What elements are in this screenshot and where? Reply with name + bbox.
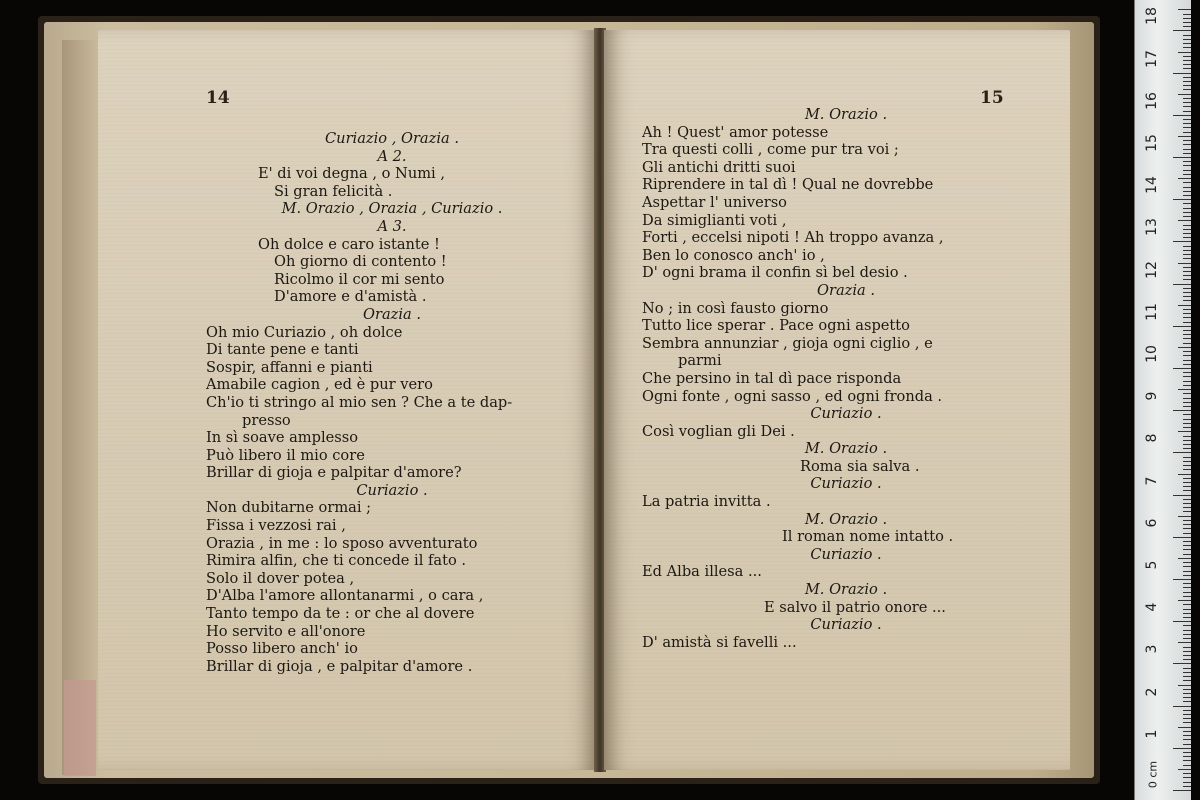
verse-line: Sospir, affanni e pianti <box>206 358 373 376</box>
ruler-tick <box>1183 659 1191 660</box>
ruler-tick <box>1183 744 1191 745</box>
ruler-tick <box>1173 495 1191 496</box>
ruler-tick <box>1173 706 1191 707</box>
ruler-tick <box>1173 410 1191 411</box>
ruler-number: 14 <box>1144 176 1160 195</box>
page-number-right: 15 <box>980 88 1004 108</box>
ruler-tick <box>1183 85 1191 86</box>
ruler-tick <box>1183 149 1191 150</box>
speaker-name: Orazia . <box>363 305 421 323</box>
verse-line: Oh mio Curiazio , oh dolce <box>206 323 403 341</box>
ruler-tick <box>1183 56 1191 57</box>
ruler-tick <box>1183 77 1191 78</box>
verse-line: Aspettar l' universo <box>642 193 787 211</box>
verse-line: Fissa i vezzosi rai , <box>206 517 346 535</box>
ruler-number: 10 <box>1144 345 1160 363</box>
ruler-tick <box>1173 621 1191 622</box>
ruler-tick <box>1183 343 1191 344</box>
ruler-tick <box>1183 739 1191 740</box>
ruler-tick <box>1178 769 1191 770</box>
ruler-tick <box>1183 170 1191 171</box>
ruler-tick <box>1183 676 1191 677</box>
speaker-name: Curiazio . <box>810 616 882 634</box>
ruler-tick <box>1173 537 1191 538</box>
verse-line: E salvo il patrio onore ... <box>764 598 946 616</box>
ruler-tick <box>1173 579 1191 580</box>
ruler-tick <box>1173 115 1191 116</box>
verse-line: presso <box>242 411 291 429</box>
ruler-tick <box>1183 127 1191 128</box>
ruler-tick <box>1183 604 1191 605</box>
ruler-number: 9 <box>1144 391 1160 401</box>
ruler-tick <box>1183 161 1191 162</box>
ruler-tick <box>1183 760 1191 761</box>
ruler-number: 17 <box>1144 49 1160 68</box>
verse-line: Brillar di gioja , e palpitar d'amore . <box>206 657 473 675</box>
left-page-text <box>206 130 578 675</box>
ruler-tick <box>1183 478 1191 479</box>
ruler-tick <box>1183 351 1191 352</box>
ruler-tick <box>1183 64 1191 65</box>
left-page <box>98 30 596 770</box>
ruler-tick <box>1183 613 1191 614</box>
speaker-name: Orazia . <box>817 281 875 299</box>
ruler-tick <box>1183 486 1191 487</box>
ruler-tick <box>1183 672 1191 673</box>
speaker-name: M. Orazio . <box>804 581 888 599</box>
verse-line: Di tante pene e tanti <box>206 341 359 359</box>
ruler-number: 11 <box>1144 302 1160 321</box>
right-page-text <box>642 106 1050 651</box>
verse-line: D' amistà si favelli ... <box>642 633 797 651</box>
ruler-tick <box>1183 334 1191 335</box>
ruler-tick <box>1178 642 1191 643</box>
ruler-tick <box>1183 381 1191 382</box>
ruler-number: 7 <box>1144 476 1160 486</box>
ruler-tick <box>1183 625 1191 626</box>
ruler-tick <box>1183 697 1191 698</box>
ruler-tick <box>1178 52 1191 53</box>
ruler-tick <box>1183 634 1191 635</box>
ruler-tick <box>1178 263 1191 264</box>
ruler-tick <box>1183 364 1191 365</box>
ruler-tick <box>1173 284 1191 285</box>
ruler-tick <box>1183 385 1191 386</box>
ruler-tick <box>1183 444 1191 445</box>
ruler-tick <box>1183 638 1191 639</box>
ruler-tick <box>1183 583 1191 584</box>
verse-line: Ben lo conosco anch' io , <box>642 246 825 264</box>
ruler-tick <box>1183 587 1191 588</box>
ruler-tick <box>1173 790 1191 791</box>
ruler-tick <box>1178 178 1191 179</box>
ruler-tick <box>1183 246 1191 247</box>
ruler-tick <box>1183 575 1191 576</box>
ruler-tick <box>1183 571 1191 572</box>
page-number-left: 14 <box>206 88 230 108</box>
ruler-tick <box>1183 237 1191 238</box>
ruler-tick <box>1183 355 1191 356</box>
verse-line: D'Alba l'amore allontanarmi , o cara , <box>206 587 484 605</box>
ruler-tick <box>1183 735 1191 736</box>
ruler-tick <box>1183 528 1191 529</box>
ruler-tick <box>1178 727 1191 728</box>
ruler-tick <box>1183 541 1191 542</box>
verse-line: Tra questi colli , come pur tra voi ; <box>642 141 899 159</box>
ruler-tick <box>1173 199 1191 200</box>
verse-line: La patria invitta . <box>642 493 771 511</box>
ruler-tick <box>1183 43 1191 44</box>
ruler-tick <box>1173 30 1191 31</box>
verse-line: Riprendere in tal dì ! Qual ne dovrebbe <box>642 176 934 194</box>
ruler-tick <box>1173 663 1191 664</box>
verse-line: Può libero il mio core <box>206 446 365 464</box>
ruler-tick <box>1183 254 1191 255</box>
ruler-tick <box>1173 73 1191 74</box>
verse-line: Solo il dover potea , <box>206 569 355 587</box>
ruler-tick <box>1183 300 1191 301</box>
ruler-tick <box>1183 756 1191 757</box>
ruler-tick <box>1183 617 1191 618</box>
ruler-tick <box>1183 655 1191 656</box>
ruler-tick <box>1183 440 1191 441</box>
verse-line: Oh giorno di contento ! <box>274 253 447 271</box>
ruler-tick <box>1183 731 1191 732</box>
ruler-tick <box>1183 296 1191 297</box>
ruler-tick <box>1183 722 1191 723</box>
ruler-tick <box>1178 305 1191 306</box>
ruler-tick <box>1183 765 1191 766</box>
ruler-tick <box>1183 212 1191 213</box>
ruler-tick <box>1183 680 1191 681</box>
ruler-tick <box>1173 326 1191 327</box>
ruler-tick <box>1183 554 1191 555</box>
ruler-tick <box>1183 271 1191 272</box>
ruler-tick <box>1183 566 1191 567</box>
ruler-tick <box>1183 376 1191 377</box>
ruler-tick <box>1178 389 1191 390</box>
ruler-tick <box>1183 68 1191 69</box>
binding-remnant <box>64 680 96 776</box>
ruler-tick <box>1183 693 1191 694</box>
ruler-tick <box>1183 372 1191 373</box>
ruler-tick <box>1178 220 1191 221</box>
speaker-name: M. Orazio . <box>804 510 888 528</box>
ruler-number: 5 <box>1144 560 1160 570</box>
ruler-tick <box>1183 123 1191 124</box>
ruler-tick <box>1183 562 1191 563</box>
ruler-tick <box>1178 558 1191 559</box>
ruler-tick <box>1183 279 1191 280</box>
ruler-tick <box>1183 718 1191 719</box>
verse-line: Gli antichi dritti suoi <box>642 158 796 176</box>
ruler-tick <box>1183 469 1191 470</box>
ruler-tick <box>1183 216 1191 217</box>
ruler-tick <box>1183 288 1191 289</box>
right-page <box>604 30 1070 770</box>
verse-line: D' ogni brama il confin sì bel desio . <box>642 264 908 282</box>
ruler-tick <box>1183 292 1191 293</box>
speaker-name: Curiazio . <box>810 545 882 563</box>
ruler-tick <box>1183 22 1191 23</box>
ruler-tick <box>1173 368 1191 369</box>
ruler-tick <box>1183 714 1191 715</box>
ruler-tick <box>1178 474 1191 475</box>
ruler-tick <box>1183 39 1191 40</box>
verse-line: Amabile cagion , ed è pur vero <box>206 376 433 394</box>
ruler-tick <box>1178 516 1191 517</box>
ruler-tick <box>1183 457 1191 458</box>
verse-line: Oh dolce e caro istante ! <box>258 235 440 253</box>
torn-page-strip <box>62 40 98 775</box>
ruler-number: 12 <box>1144 260 1160 279</box>
ruler-number: 13 <box>1144 218 1160 237</box>
ruler-tick <box>1183 111 1191 112</box>
verse-line: Posso libero anch' io <box>206 640 358 658</box>
ruler-tick <box>1178 600 1191 601</box>
speaker-name: M. Orazio , Orazia , Curiazio . <box>281 200 503 218</box>
ruler-tick <box>1183 414 1191 415</box>
ruler-tick <box>1183 520 1191 521</box>
ruler-tick <box>1178 431 1191 432</box>
ruler-tick <box>1183 360 1191 361</box>
ruler-number: 2 <box>1144 687 1160 697</box>
ruler-tick <box>1183 267 1191 268</box>
ruler-tick <box>1183 427 1191 428</box>
ruler-tick <box>1178 136 1191 137</box>
ruler-tick <box>1183 191 1191 192</box>
verse-line: E' di voi degna , o Numi , <box>258 165 446 183</box>
ruler-tick <box>1183 229 1191 230</box>
ruler-tick <box>1178 685 1191 686</box>
verse-line: Tanto tempo da te : or che al dovere <box>206 605 475 623</box>
ruler-tick <box>1183 511 1191 512</box>
ruler-tick <box>1183 258 1191 259</box>
ruler-tick <box>1183 225 1191 226</box>
ruler-tick <box>1183 102 1191 103</box>
ruler-tick <box>1183 668 1191 669</box>
ruler-tick <box>1183 233 1191 234</box>
ruler-tick <box>1183 503 1191 504</box>
ruler-tick <box>1183 786 1191 787</box>
ruler-tick <box>1183 119 1191 120</box>
ruler-tick <box>1183 406 1191 407</box>
ruler-tick <box>1183 592 1191 593</box>
ruler-number: 3 <box>1144 644 1160 654</box>
verse-line: Ogni fonte , ogni sasso , ed ogni fronda . <box>642 387 943 405</box>
speaker-name: A 2. <box>377 147 407 165</box>
ruler-tick <box>1183 313 1191 314</box>
ruler-tick <box>1173 157 1191 158</box>
ruler-tick <box>1183 18 1191 19</box>
ruler-number: 16 <box>1144 91 1160 110</box>
verse-line: Ah ! Quest' amor potesse <box>642 123 829 141</box>
verse-line: Orazia , in me : lo sposo avventurato <box>206 534 478 552</box>
ruler-tick <box>1183 782 1191 783</box>
verse-line: Forti , eccelsi nipoti ! Ah troppo avanza , <box>642 229 944 247</box>
ruler-tick <box>1183 507 1191 508</box>
verse-line: Ed Alba illesa ... <box>642 563 762 581</box>
ruler-tick <box>1183 330 1191 331</box>
ruler-tick <box>1183 60 1191 61</box>
ruler-tick <box>1183 609 1191 610</box>
ruler-tick <box>1173 241 1191 242</box>
ruler-number: 0 cm <box>1146 760 1160 789</box>
verse-line: Rimira alfin, che ti concede il fato . <box>206 552 467 570</box>
ruler-tick <box>1183 174 1191 175</box>
ruler-tick <box>1183 26 1191 27</box>
ruler-tick <box>1183 309 1191 310</box>
ruler-tick <box>1183 490 1191 491</box>
ruler-tick <box>1178 94 1191 95</box>
speaker-name: Curiazio . <box>810 475 882 493</box>
verse-line: No ; in così fausto giorno <box>642 299 829 317</box>
ruler-tick <box>1183 465 1191 466</box>
ruler-tick <box>1183 545 1191 546</box>
ruler-tick <box>1173 748 1191 749</box>
ruler-tick <box>1183 461 1191 462</box>
verse-line: Ch'io ti stringo al mio sen ? Che a te dap- <box>206 393 513 411</box>
ruler-tick <box>1183 182 1191 183</box>
ruler-tick <box>1178 9 1191 10</box>
verse-line: Brillar di gioja e palpitar d'amore? <box>206 464 462 482</box>
verse-line: Così voglian gli Dei . <box>642 422 795 440</box>
verse-line: Il roman nome intatto . <box>782 528 954 546</box>
ruler-tick <box>1183 436 1191 437</box>
ruler-tick <box>1178 347 1191 348</box>
verse-line: In sì soave amplesso <box>206 429 359 447</box>
verse-line: Si gran felicità . <box>274 182 393 200</box>
ruler-tick <box>1183 144 1191 145</box>
verse-line: D'amore e d'amistà . <box>274 288 427 306</box>
verse-line: Da simiglianti voti , <box>642 211 787 229</box>
ruler-tick <box>1183 423 1191 424</box>
verse-line: parmi <box>678 352 722 370</box>
ruler-tick <box>1183 250 1191 251</box>
ruler-tick <box>1183 630 1191 631</box>
ruler-tick <box>1183 35 1191 36</box>
speaker-name: M. Orazio . <box>804 440 888 458</box>
ruler-number: 4 <box>1144 602 1160 612</box>
ruler-tick <box>1183 140 1191 141</box>
verse-line: Ho servito e all'onore <box>206 622 366 640</box>
ruler-tick <box>1183 275 1191 276</box>
verse-line: Roma sia salva . <box>800 457 920 475</box>
ruler-tick <box>1183 393 1191 394</box>
ruler-tick <box>1183 89 1191 90</box>
speaker-name: Curiazio , Orazia . <box>325 130 459 147</box>
ruler-tick <box>1183 752 1191 753</box>
ruler-tick <box>1183 651 1191 652</box>
speaker-name: Curiazio . <box>356 481 428 499</box>
ruler-number: 15 <box>1144 134 1160 152</box>
ruler-tick <box>1183 165 1191 166</box>
ruler-tick <box>1183 187 1191 188</box>
verse-line: Non dubitarne ormai ; <box>206 499 372 517</box>
measuring-ruler <box>1134 0 1191 800</box>
ruler-number: 1 <box>1144 729 1160 739</box>
ruler-tick <box>1183 195 1191 196</box>
ruler-tick <box>1183 448 1191 449</box>
ruler-tick <box>1183 482 1191 483</box>
ruler-tick <box>1183 14 1191 15</box>
verse-line: Sembra annunziar , gioja ogni ciglio , e <box>642 334 933 352</box>
ruler-tick <box>1183 773 1191 774</box>
ruler-tick <box>1183 338 1191 339</box>
ruler-tick <box>1183 710 1191 711</box>
ruler-tick <box>1183 402 1191 403</box>
ruler-tick <box>1183 106 1191 107</box>
verse-line: Che persino in tal dì pace risponda <box>642 369 902 387</box>
ruler-tick <box>1183 203 1191 204</box>
ruler-tick <box>1183 701 1191 702</box>
ruler-tick <box>1183 524 1191 525</box>
ruler-tick <box>1183 208 1191 209</box>
ruler-number: 6 <box>1144 518 1160 528</box>
ruler-tick <box>1183 153 1191 154</box>
ruler-tick <box>1183 317 1191 318</box>
ruler-tick <box>1183 647 1191 648</box>
ruler-tick <box>1183 689 1191 690</box>
speaker-name: M. Orazio . <box>804 106 888 123</box>
ruler-tick <box>1183 47 1191 48</box>
ruler-tick <box>1183 81 1191 82</box>
ruler-tick <box>1183 533 1191 534</box>
ruler-tick <box>1183 499 1191 500</box>
ruler-tick <box>1173 452 1191 453</box>
ruler-tick <box>1183 596 1191 597</box>
verse-line: Ricolmo il cor mi sento <box>274 270 445 288</box>
verse-line: Tutto lice sperar . Pace ogni aspetto <box>642 317 910 335</box>
ruler-tick <box>1183 132 1191 133</box>
ruler-tick <box>1183 549 1191 550</box>
ruler-tick <box>1183 98 1191 99</box>
ruler-tick <box>1183 322 1191 323</box>
ruler-number: 18 <box>1144 7 1160 26</box>
speaker-name: Curiazio . <box>810 405 882 423</box>
ruler-tick <box>1183 398 1191 399</box>
ruler-tick <box>1183 419 1191 420</box>
ruler-tick <box>1183 777 1191 778</box>
ruler-number: 8 <box>1144 433 1160 443</box>
speaker-name: A 3. <box>377 217 407 235</box>
